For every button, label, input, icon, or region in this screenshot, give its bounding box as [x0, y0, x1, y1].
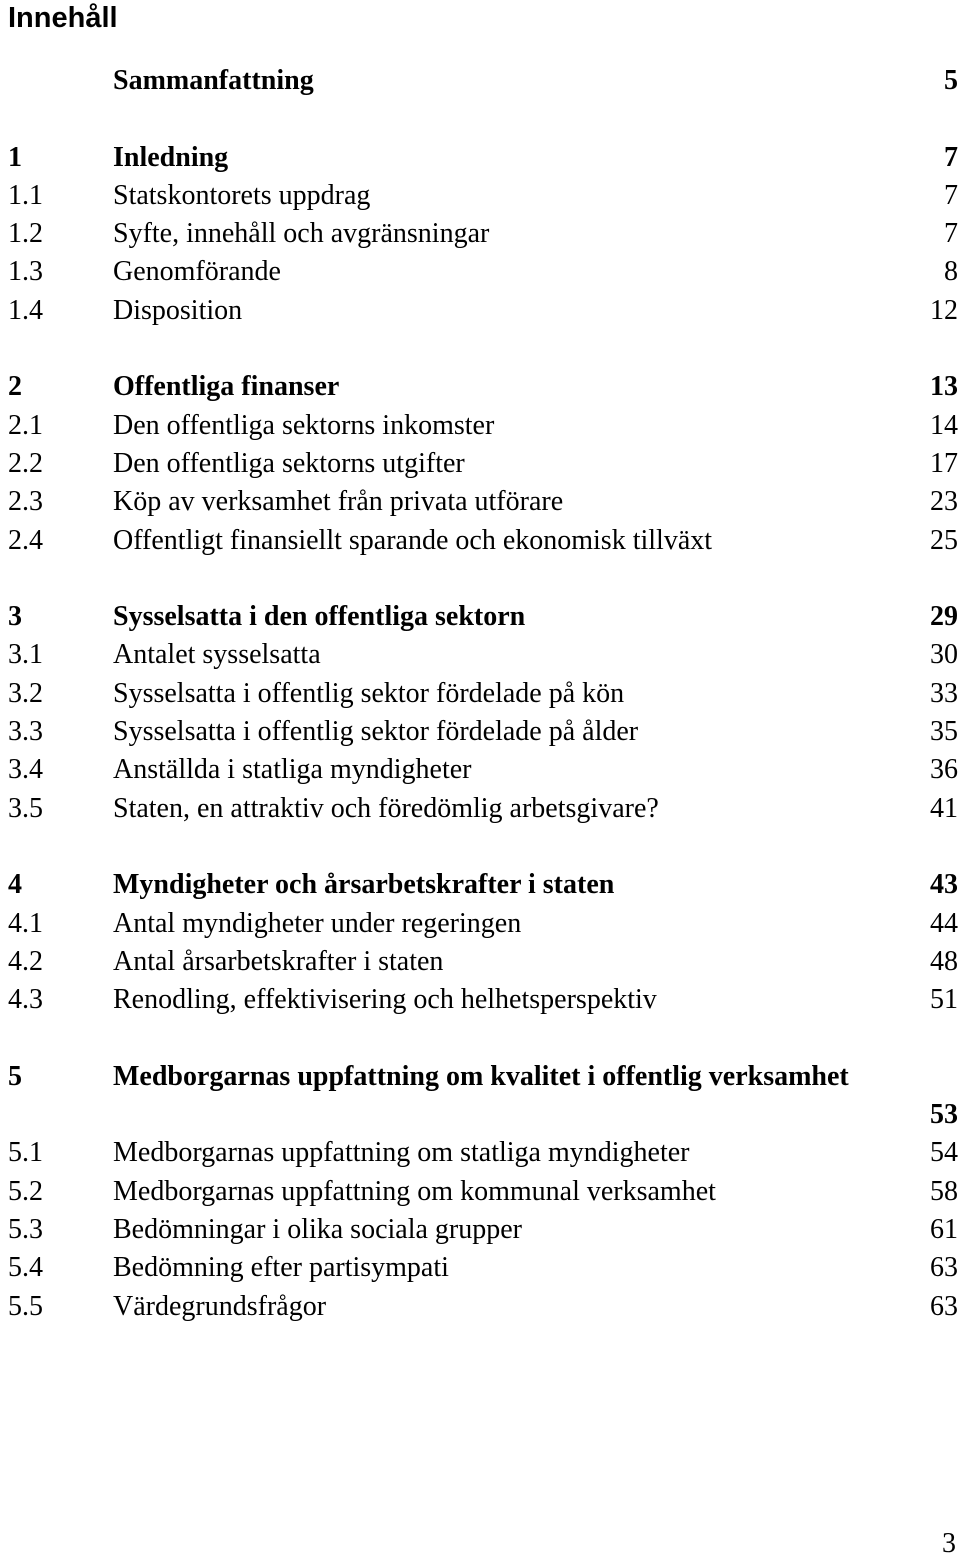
table-of-contents — [0, 62, 960, 1326]
toc-entry-number: 3.5 — [8, 792, 43, 824]
toc-entry-number: 4.3 — [8, 984, 43, 1016]
toc-entry[interactable] — [0, 981, 960, 1019]
toc-chapter-5[interactable] — [0, 1058, 960, 1135]
toc-entry-page: 63 — [930, 1252, 958, 1284]
toc-entry-number: 2 — [8, 371, 22, 403]
toc-entry-number: 3.4 — [8, 754, 43, 786]
toc-entry-title: Syfte, innehåll och avgränsningar — [113, 218, 490, 250]
toc-entry-number: 4.2 — [8, 945, 43, 977]
toc-entry-number: 1 — [8, 141, 22, 173]
page-title: Innehåll — [8, 2, 118, 34]
toc-entry-page: 8 — [944, 256, 958, 288]
toc-entry-title: Sysselsatta i offentlig sektor fördelade på kön — [113, 677, 625, 709]
toc-entry-number: 5 — [8, 1060, 22, 1092]
toc-entry[interactable] — [0, 905, 960, 943]
toc-entry-page: 51 — [930, 984, 958, 1016]
toc-entry-title: Statskontorets uppdrag — [113, 179, 371, 211]
toc-chapter-1[interactable] — [0, 139, 960, 177]
toc-entry-number: 5.1 — [8, 1137, 43, 1169]
toc-entry-title: Antalet sysselsatta — [113, 639, 321, 671]
toc-entry[interactable] — [0, 713, 960, 751]
toc-entry-page: 23 — [930, 486, 958, 518]
toc-entry[interactable] — [0, 292, 960, 330]
page-number: 3 — [942, 1528, 956, 1559]
toc-entry[interactable] — [0, 522, 960, 560]
toc-entry-page: 30 — [930, 639, 958, 671]
toc-entry-page: 58 — [930, 1175, 958, 1207]
toc-entry-page: 53 — [930, 1099, 958, 1131]
toc-entry-title: Medborgarnas uppfattning om kommunal verksamhet — [113, 1175, 716, 1207]
toc-entry[interactable] — [0, 445, 960, 483]
toc-entry[interactable] — [0, 1249, 960, 1287]
toc-chapter-3[interactable] — [0, 598, 960, 636]
toc-entry[interactable] — [0, 1288, 960, 1326]
toc-entry[interactable] — [0, 253, 960, 291]
toc-entry-title: Sysselsatta i offentlig sektor fördelade på ålder — [113, 716, 639, 748]
toc-entry[interactable] — [0, 177, 960, 215]
toc-entry-page: 14 — [930, 409, 958, 441]
toc-entry[interactable] — [0, 790, 960, 828]
toc-entry-number: 3.2 — [8, 677, 43, 709]
toc-entry-summary[interactable] — [0, 62, 960, 100]
toc-entry-title: Inledning — [113, 141, 229, 173]
toc-entry-page: 35 — [930, 716, 958, 748]
toc-chapter-2[interactable] — [0, 368, 960, 406]
toc-entry[interactable] — [0, 407, 960, 445]
toc-entry-page: 41 — [930, 792, 958, 824]
toc-entry[interactable] — [0, 943, 960, 981]
toc-entry-title: Anställda i statliga myndigheter — [113, 754, 472, 786]
toc-entry-number: 5.3 — [8, 1213, 43, 1245]
toc-entry[interactable] — [0, 215, 960, 253]
toc-entry-title: Den offentliga sektorns utgifter — [113, 447, 465, 479]
toc-entry-title: Sammanfattning — [113, 65, 314, 96]
toc-entry[interactable] — [0, 636, 960, 674]
toc-entry-number: 2.3 — [8, 486, 43, 518]
toc-entry-page: 13 — [930, 371, 958, 403]
toc-entry-title: Bedömningar i olika sociala grupper — [113, 1213, 522, 1245]
toc-entry-number: 1.4 — [8, 294, 43, 326]
toc-entry-title: Renodling, effektivisering och helhetsperspektiv — [113, 984, 657, 1016]
toc-entry-number: 1.3 — [8, 256, 43, 288]
toc-entry-page: 29 — [930, 601, 958, 633]
toc-entry-page: 25 — [930, 524, 958, 556]
toc-entry-page: 36 — [930, 754, 958, 786]
toc-entry-number: 5.5 — [8, 1290, 43, 1322]
toc-entry[interactable] — [0, 751, 960, 789]
toc-entry-page: 44 — [930, 907, 958, 939]
toc-entry-page: 43 — [930, 869, 958, 901]
toc-entry-number: 1.2 — [8, 218, 43, 250]
toc-entry-page: 7 — [944, 218, 958, 250]
toc-entry-page: 12 — [930, 294, 958, 326]
toc-entry-number: 3.1 — [8, 639, 43, 671]
toc-entry-title: Myndigheter och årsarbetskrafter i staten — [113, 869, 615, 901]
toc-entry-number: 4 — [8, 869, 22, 901]
toc-entry[interactable] — [0, 675, 960, 713]
toc-entry-title: Offentligt finansiellt sparande och ekonomisk tillväxt — [113, 524, 713, 556]
toc-entry-title: Köp av verksamhet från privata utförare — [113, 486, 564, 518]
toc-chapter-4[interactable] — [0, 866, 960, 904]
toc-entry[interactable] — [0, 483, 960, 521]
toc-entry[interactable] — [0, 1173, 960, 1211]
toc-entry-page: 17 — [930, 447, 958, 479]
toc-entry-title: Antal myndigheter under regeringen — [113, 907, 522, 939]
toc-entry-number: 2.2 — [8, 447, 43, 479]
toc-entry-page: 7 — [944, 179, 958, 211]
toc-entry-title: Bedömning efter partisympati — [113, 1252, 449, 1284]
toc-entry-number: 1.1 — [8, 179, 43, 211]
toc-entry-page: 33 — [930, 677, 958, 709]
toc-entry-page: 63 — [930, 1290, 958, 1322]
toc-entry-number: 4.1 — [8, 907, 43, 939]
toc-entry-page: 7 — [944, 141, 958, 173]
toc-entry-title: Medborgarnas uppfattning om kvalitet i offentlig verksamhet — [113, 1060, 849, 1092]
toc-entry-title: Staten, en attraktiv och föredömlig arbetsgivare? — [113, 792, 659, 824]
toc-entry-page: 5 — [944, 65, 958, 96]
toc-entry-page: 61 — [930, 1213, 958, 1245]
toc-entry-number: 5.2 — [8, 1175, 43, 1207]
toc-entry-page: 48 — [930, 945, 958, 977]
toc-entry-number: 3 — [8, 601, 22, 633]
toc-entry-number: 2.1 — [8, 409, 43, 441]
toc-entry[interactable] — [0, 1134, 960, 1172]
toc-entry-title: Medborgarnas uppfattning om statliga myndigheter — [113, 1137, 690, 1169]
toc-entry[interactable] — [0, 1211, 960, 1249]
toc-entry-title: Antal årsarbetskrafter i staten — [113, 945, 444, 977]
toc-entry-number: 3.3 — [8, 716, 43, 748]
toc-entry-number: 5.4 — [8, 1252, 43, 1284]
toc-entry-title: Genomförande — [113, 256, 281, 288]
toc-entry-page: 54 — [930, 1137, 958, 1169]
toc-entry-number: 2.4 — [8, 524, 43, 556]
toc-entry-title: Offentliga finanser — [113, 371, 340, 403]
toc-entry-title: Disposition — [113, 294, 243, 326]
toc-entry-title: Sysselsatta i den offentliga sektorn — [113, 601, 526, 633]
toc-entry-title: Den offentliga sektorns inkomster — [113, 409, 495, 441]
toc-entry-title: Värdegrundsfrågor — [113, 1290, 327, 1322]
